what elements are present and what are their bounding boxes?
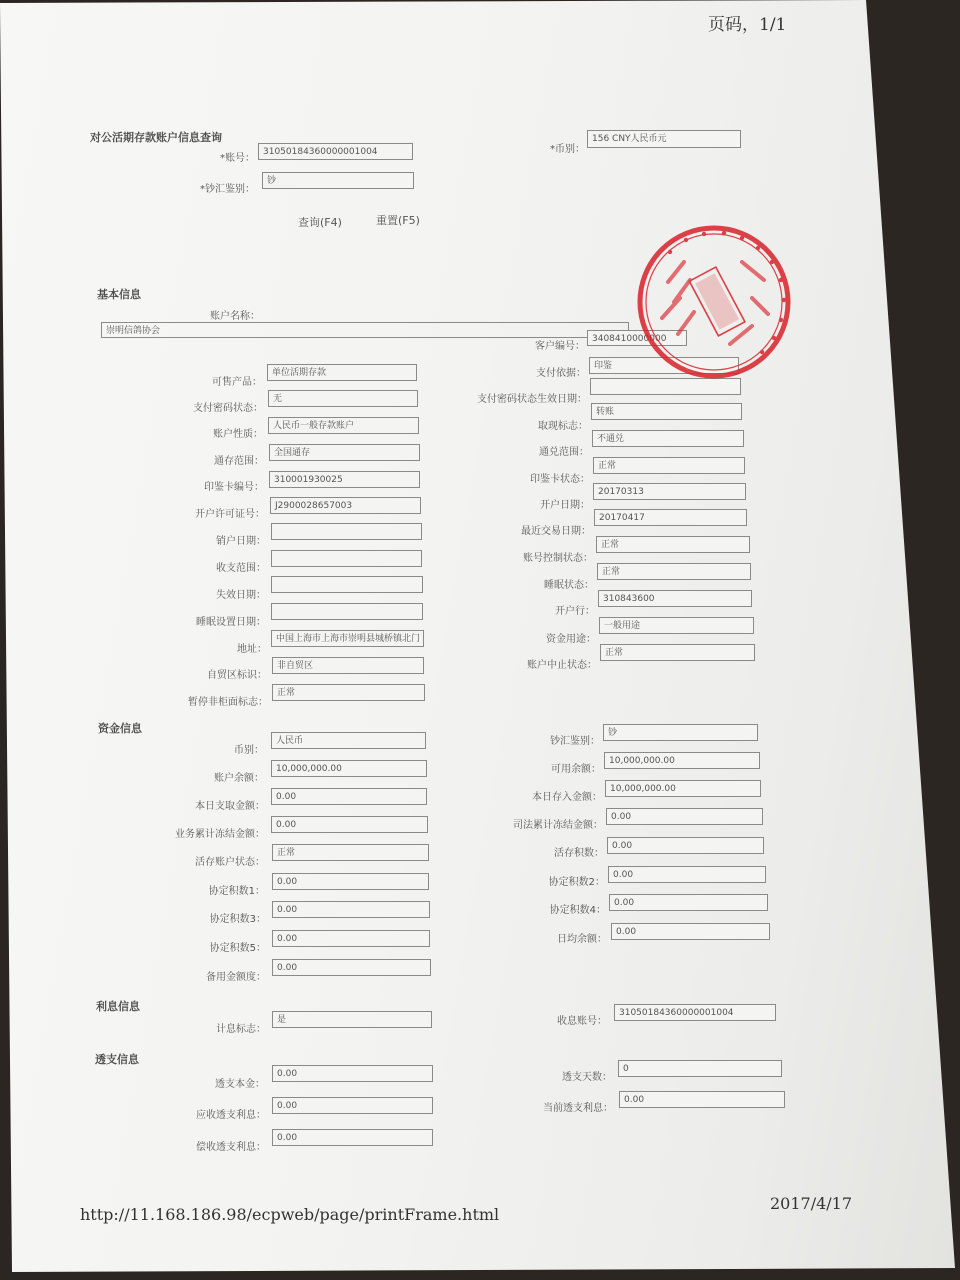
section-funds-title: 资金信息: [98, 722, 142, 735]
funds-right-label: 司法累计冻结金额：: [513, 820, 603, 831]
bank-stamp: [634, 222, 794, 382]
funds-right-label: 协定积数4：: [549, 905, 606, 916]
funds-right-label: 活存积数：: [554, 848, 604, 859]
overdraft-left-label: 透支本金：: [215, 1079, 265, 1090]
funds-right-value: 0.00: [609, 894, 768, 911]
funds-left-value: 0.00: [271, 788, 427, 805]
basic-left-value: 无: [268, 390, 418, 407]
funds-left-label: 活存账户状态：: [195, 857, 265, 868]
basic-left-label: 失效日期：: [216, 590, 266, 601]
basic-left-label: 销户日期：: [216, 536, 266, 547]
basic-left-label: 通存范围：: [214, 456, 264, 467]
overdraft-right-value: 0: [618, 1060, 782, 1077]
query-currency-select[interactable]: 156 CNY人民币元: [587, 130, 741, 148]
basic-right-value: 转账: [591, 403, 742, 420]
section-interest-title: 利息信息: [96, 1000, 140, 1013]
basic-right-label: 账号控制状态：: [523, 553, 593, 564]
customer-no-label: 客户编号：: [535, 341, 585, 352]
query-account-input[interactable]: 31050184360000001004: [258, 143, 413, 160]
footer-date: 2017/4/17: [770, 1194, 853, 1213]
basic-left-label: 开户许可证号：: [195, 509, 265, 520]
funds-right-label: 钞汇鉴别：: [550, 736, 600, 747]
account-name-label: 账户名称：: [210, 311, 260, 322]
basic-right-value: 不通兑: [592, 430, 744, 447]
basic-left-label: 印鉴卡编号：: [204, 482, 264, 493]
basic-left-label: 地址：: [237, 644, 267, 655]
funds-left-label: 本日支取金额：: [195, 801, 265, 812]
query-button[interactable]: 查询(F4): [298, 216, 342, 229]
query-cash-select[interactable]: 钞: [262, 172, 414, 189]
basic-left-value: [271, 550, 422, 567]
section-overdraft-title: 透支信息: [95, 1053, 139, 1066]
basic-right-label: 开户行：: [555, 606, 595, 617]
funds-left-value: 人民币: [271, 732, 426, 749]
funds-right-label: 日均余额：: [557, 934, 607, 945]
query-currency-label: *币别：: [550, 144, 585, 155]
basic-right-label: 账户中止状态：: [527, 660, 597, 671]
basic-left-value: 非自贸区: [272, 657, 424, 674]
overdraft-left-value: 0.00: [272, 1129, 433, 1146]
basic-left-value: 正常: [272, 684, 425, 701]
basic-left-value: [271, 576, 423, 593]
page-number: 页码，1/1: [708, 15, 787, 35]
basic-right-value: 正常: [600, 644, 755, 661]
funds-right-label: 本日存入金额：: [532, 792, 602, 803]
basic-left-value: 人民币一般存款账户: [268, 417, 419, 434]
basic-left-value: 单位活期存款: [267, 364, 417, 381]
section-basic-title: 基本信息: [97, 288, 141, 301]
funds-left-value: 正常: [272, 844, 429, 861]
funds-left-label: 币别：: [234, 745, 264, 756]
funds-left-label: 协定积数1：: [208, 886, 265, 897]
basic-left-label: 自贸区标识：: [207, 670, 267, 681]
basic-left-value: [271, 603, 423, 620]
funds-right-value: 0.00: [607, 837, 764, 854]
basic-left-value: 310001930025: [269, 471, 420, 488]
funds-right-value: 0.00: [608, 866, 766, 883]
basic-right-value: 正常: [596, 536, 750, 553]
basic-left-value: 中国上海市上海市崇明县城桥镇北门: [271, 630, 424, 647]
funds-left-label: 协定积数5：: [209, 943, 266, 954]
overdraft-left-value: 0.00: [272, 1065, 433, 1082]
basic-right-label: 印鉴卡状态：: [530, 474, 590, 485]
interest-right-label: 收息账号：: [557, 1016, 607, 1027]
funds-left-value: 0.00: [272, 959, 431, 976]
interest-left-value: 是: [272, 1011, 432, 1028]
basic-right-value: 310843600: [598, 590, 752, 607]
funds-left-label: 协定积数3：: [209, 914, 266, 925]
basic-right-label: 支付密码状态生效日期：: [477, 394, 587, 405]
basic-left-value: 全国通存: [269, 444, 420, 461]
basic-left-label: 账户性质：: [213, 429, 263, 440]
interest-left-label: 计息标志：: [216, 1024, 266, 1035]
reset-button[interactable]: 重置(F5): [376, 214, 420, 227]
basic-right-label: 取现标志：: [538, 421, 588, 432]
account-name-value: 崇明信鸽协会: [101, 322, 629, 338]
basic-left-label: 收支范围：: [216, 563, 266, 574]
overdraft-right-label: 当前透支利息：: [543, 1103, 613, 1114]
basic-left-value: [271, 523, 422, 540]
query-cash-label: *钞汇鉴别：: [200, 184, 255, 195]
basic-left-label: 暂停非柜面标志：: [188, 697, 268, 708]
overdraft-left-label: 偿收透支利息：: [196, 1142, 266, 1153]
funds-left-value: 0.00: [272, 873, 429, 890]
basic-left-label: 支付密码状态：: [193, 403, 263, 414]
overdraft-right-value: 0.00: [619, 1091, 785, 1108]
funds-right-value: 钞: [603, 724, 758, 741]
funds-left-label: 备用金额度：: [206, 972, 266, 983]
basic-right-label: 资金用途：: [546, 634, 596, 645]
overdraft-left-value: 0.00: [272, 1097, 433, 1114]
interest-right-value: 31050184360000001004: [614, 1004, 776, 1021]
funds-right-value: 0.00: [611, 923, 770, 940]
basic-right-label: 通兑范围：: [539, 447, 589, 458]
funds-right-value: 10,000,000.00: [604, 752, 760, 769]
funds-right-label: 可用余额：: [551, 764, 601, 775]
funds-left-label: 账户余额：: [214, 773, 264, 784]
basic-right-value: 20170417: [594, 509, 747, 526]
basic-right-label: 开户日期：: [540, 500, 590, 511]
basic-right-value: 正常: [593, 457, 745, 474]
basic-right-label: 最近交易日期：: [521, 526, 591, 537]
overdraft-right-label: 透支天数：: [562, 1072, 612, 1083]
stamp-date-block: [689, 267, 745, 336]
funds-left-value: 10,000,000.00: [271, 760, 427, 777]
funds-left-value: 0.00: [272, 901, 430, 918]
basic-right-label: 睡眠状态：: [544, 580, 594, 591]
footer-url: http://11.168.186.98/ecpweb/page/printFrame.html: [80, 1205, 500, 1224]
funds-left-value: 0.00: [271, 816, 428, 833]
customer-no-value: 3408410000000: [587, 330, 687, 346]
basic-left-value: J2900028657003: [270, 497, 421, 514]
funds-right-label: 协定积数2：: [548, 877, 605, 888]
basic-left-label: 睡眠设置日期：: [196, 617, 266, 628]
funds-left-value: 0.00: [272, 930, 430, 947]
basic-right-value: 正常: [597, 563, 751, 580]
funds-right-value: 10,000,000.00: [605, 780, 761, 797]
basic-right-label: 支付依据：: [536, 368, 586, 379]
basic-right-value: 20170313: [593, 483, 746, 500]
basic-right-value: 印鉴: [589, 357, 739, 374]
basic-right-value: 一般用途: [599, 617, 754, 634]
funds-left-label: 业务累计冻结金额：: [175, 829, 265, 840]
query-title: 对公活期存款账户信息查询: [90, 131, 222, 144]
overdraft-left-label: 应收透支利息：: [196, 1110, 266, 1121]
basic-left-label: 可售产品：: [212, 377, 262, 388]
funds-right-value: 0.00: [606, 808, 763, 825]
query-account-label: *账号：: [220, 153, 255, 164]
